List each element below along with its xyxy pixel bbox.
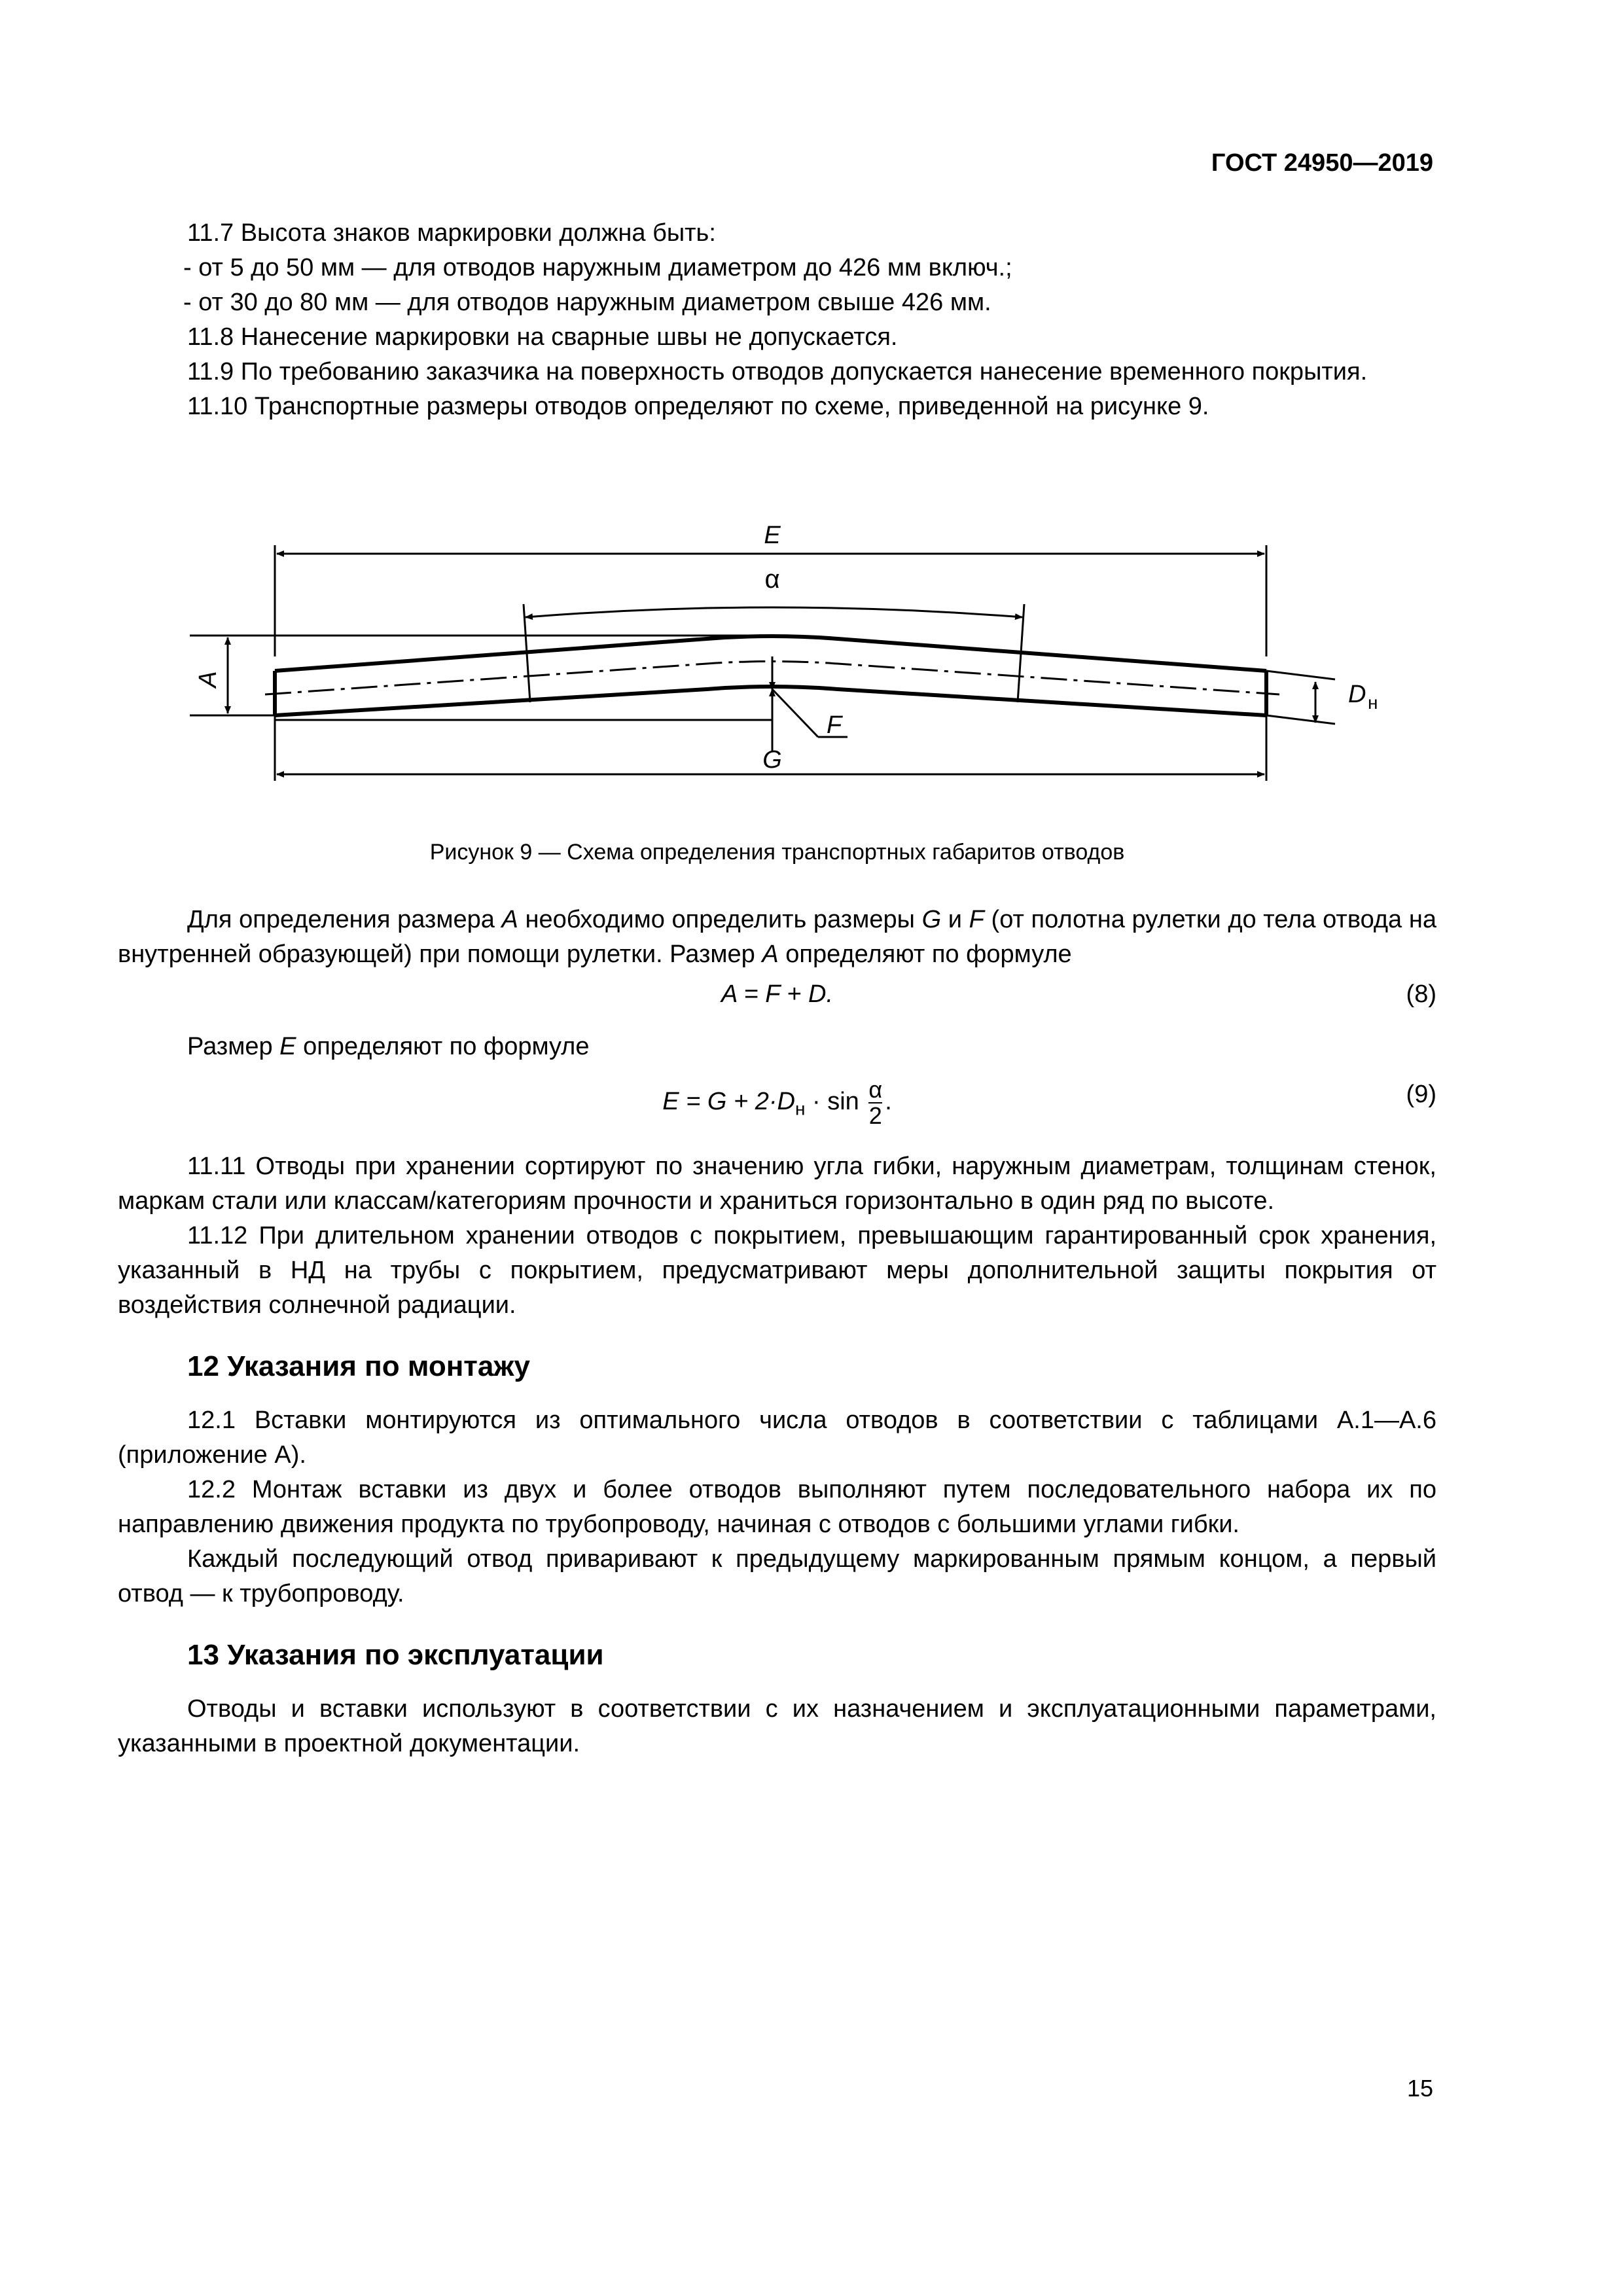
dimension-E-line <box>275 545 1266 656</box>
page-content <box>118 216 1436 1761</box>
formula-9-dot: . <box>885 1088 892 1116</box>
paragraph-size-A <box>118 903 1436 972</box>
text-run: (от полотна рулетки до тела отвода на внутренней образующей) при помощи рулетки. Размер <box>118 906 1436 968</box>
section-13-title: 13 Указания по эксплуатации <box>187 1639 604 1671</box>
text-run: определяют по формуле <box>785 941 1072 968</box>
variable-A: A <box>501 906 518 933</box>
formula-8-expression: A = F + D. <box>721 980 834 1008</box>
paragraph-11-9: 11.9 По требованию заказчика на поверхность отводов допускается нанесение временного покрытия. <box>187 358 1368 386</box>
formula-9-subscript: н <box>794 1098 806 1119</box>
paragraph-13-1: Отводы и вставки используют в соответствии с их назначением и эксплуатационными параметрами, указанными в проектной документации. <box>118 1695 1436 1757</box>
page-number: 15 <box>1406 2075 1433 2102</box>
variable-F: F <box>969 906 984 933</box>
label-alpha: α <box>764 565 780 594</box>
paragraph-11-12: 11.12 При длительном хранении отводов с покрытием, превышающим гарантированный срок хранения, указанный в НД на трубы с покрытием, предусматривают меры дополнительной защиты покрытия от воздействия солнечной радиации. <box>118 1222 1436 1319</box>
paragraph-12-3: Каждый последующий отвод приваривают к предыдущему маркированным прямым концом, а первый отвод — к трубопроводу. <box>118 1545 1436 1607</box>
section-12-title: 12 Указания по монтажу <box>187 1350 530 1382</box>
label-D-subscript: н <box>1368 692 1378 713</box>
paragraph-11-8: 11.8 Нанесение маркировки на сварные швы не допускается. <box>187 323 898 351</box>
paragraph-12-2: 12.2 Монтаж вставки из двух и более отводов выполняют путем последовательного набора их по направлению движения продукта по трубопроводу, начиная с отводов с большими углами гибки. <box>118 1476 1436 1538</box>
formula-9 <box>118 1077 1436 1143</box>
formula-9-left: E = G + 2·D <box>662 1088 795 1116</box>
document-header: ГОСТ 24950—2019 <box>1211 149 1433 177</box>
text-run: Для определения размера <box>187 906 495 933</box>
paragraph-11-11: 11.11 Отводы при хранении сортируют по значению угла гибки, наружным диаметрам, толщинам стенок, маркам стали или классам/категориям прочности и храниться горизонтально в один ряд по высоте. <box>118 1153 1436 1215</box>
variable-A: A <box>762 941 779 968</box>
dimension-D-line <box>1266 671 1335 724</box>
formula-9-fraction <box>868 1077 882 1128</box>
label-F: F <box>827 711 842 739</box>
label-D: D <box>1348 681 1366 708</box>
figure-9-diagram <box>118 490 1436 817</box>
paragraph-12-1: 12.1 Вставки монтируются из оптимального числа отводов в соответствии с таблицами А.1—А.6 (приложение А). <box>118 1407 1436 1469</box>
label-G: G <box>762 746 782 774</box>
text-run: Размер <box>187 1033 273 1060</box>
variable-G: G <box>921 906 942 933</box>
paragraph-size-E <box>118 1030 1436 1064</box>
formula-8 <box>118 977 1436 1023</box>
text-run: необходимо определить размеры <box>525 906 915 933</box>
pipe-bend-outline <box>275 636 1266 715</box>
variable-E: E <box>279 1033 296 1060</box>
fraction-numerator: α <box>868 1076 883 1103</box>
paragraph-11-10: 11.10 Транспортные размеры отводов определяют по схеме, приведенной на рисунке 9. <box>187 393 1209 420</box>
fraction-denominator: 2 <box>868 1102 882 1129</box>
figure-caption: Рисунок 9 — Схема определения транспортных габаритов отводов <box>429 840 1125 865</box>
formula-9-sin: · sin <box>812 1088 859 1116</box>
text-run: определяют по формуле <box>303 1033 590 1060</box>
formula-8-number: (8) <box>1406 980 1436 1008</box>
bend-scheme-drawing <box>118 490 1436 817</box>
list-item: - от 30 до 80 мм — для отводов наружным диаметром свыше 426 мм. <box>183 289 991 316</box>
label-A: A <box>194 671 222 688</box>
formula-9-number: (9) <box>1406 1081 1436 1108</box>
text-run: и <box>948 906 963 933</box>
list-item: - от 5 до 50 мм — для отводов наружным диаметром до 426 мм включ.; <box>183 254 1012 281</box>
paragraph-11-7: 11.7 Высота знаков маркировки должна быть: <box>187 219 716 247</box>
label-E: E <box>764 522 781 549</box>
